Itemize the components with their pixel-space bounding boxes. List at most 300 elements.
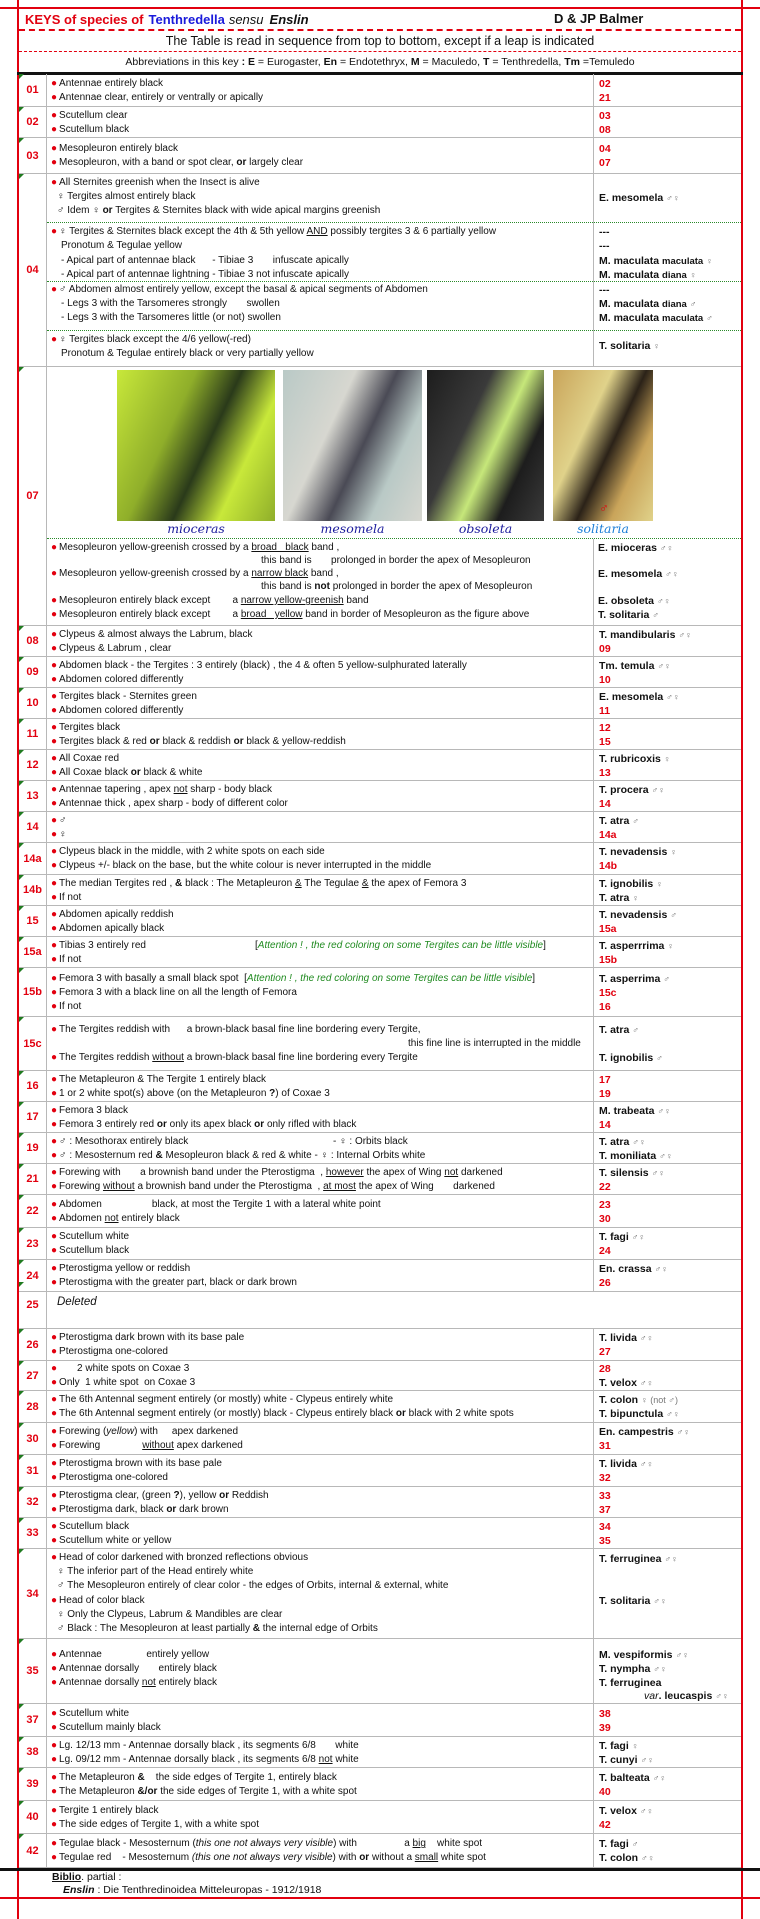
couplet-number: 03 bbox=[19, 138, 47, 173]
lead-text: Abdomen black - the Tergites : 3 entirely (black) , the 4 & often 5 yellow-sulphurated laterally bbox=[59, 660, 467, 671]
sub-divider bbox=[47, 330, 741, 331]
lead-text: &/or bbox=[137, 1786, 158, 1797]
goto-link[interactable]: 34 bbox=[599, 1521, 611, 1533]
lead-text: The median Tergites red , bbox=[59, 878, 173, 889]
bullet-icon: ● bbox=[51, 1819, 58, 1830]
couplet-result bbox=[593, 1801, 741, 1833]
couplet-description bbox=[47, 1801, 593, 1833]
lead-text: Mesopleuron yellow-greenish crossed by a bbox=[59, 542, 249, 553]
lead-text: Mesopleuron entirely black except a bbox=[59, 595, 241, 606]
couplet-description bbox=[47, 1133, 593, 1163]
bullet-icon: ● bbox=[51, 542, 58, 553]
key-row-33 bbox=[19, 1518, 741, 1549]
key-row-40 bbox=[19, 1801, 741, 1834]
species-name: E. mesomela bbox=[598, 568, 663, 580]
lead-text: ♀ Tergites & Sternites black except the 4th & 5th yellow bbox=[59, 226, 305, 237]
goto-link[interactable]: 39 bbox=[599, 1722, 611, 1734]
bullet-icon: ● bbox=[51, 1552, 58, 1563]
couplet-description bbox=[47, 1834, 593, 1867]
subspecies-name: maculata bbox=[662, 256, 704, 267]
bullet-icon: ● bbox=[51, 1740, 58, 1751]
couplet-number: 11 bbox=[19, 719, 47, 749]
lead-text: Abdomen black, at most the Tergite 1 with a lateral white point bbox=[59, 1199, 381, 1210]
goto-link[interactable]: 35 bbox=[599, 1535, 611, 1547]
couplet-number: 09 bbox=[19, 657, 47, 687]
lead-text: ) with bbox=[332, 1852, 357, 1863]
couplet-result bbox=[593, 1768, 741, 1800]
lead-text: Abdomen apically reddish bbox=[59, 909, 174, 920]
key-row-08 bbox=[19, 626, 741, 657]
sex-symbols: ♂♀ bbox=[632, 1137, 646, 1147]
couplet-description bbox=[47, 812, 593, 842]
lead-text: yellow bbox=[106, 1426, 135, 1437]
lead-text: Scutellum black bbox=[59, 1245, 130, 1256]
species-name: M. vespiformis bbox=[599, 1649, 673, 1661]
goto-link[interactable]: 31 bbox=[599, 1440, 611, 1452]
species-name: T. ignobilis bbox=[599, 1052, 654, 1064]
lead-text: Mesopleuron, with a band or spot clear, bbox=[59, 157, 234, 168]
goto-link[interactable]: 13 bbox=[599, 767, 611, 779]
goto-link[interactable]: 02 bbox=[599, 78, 611, 90]
lead-text: or bbox=[149, 736, 160, 747]
key-row-19 bbox=[19, 1133, 741, 1164]
key-row-02 bbox=[19, 107, 741, 138]
goto-link[interactable]: 24 bbox=[599, 1245, 611, 1257]
lead-text: or bbox=[219, 1490, 230, 1501]
couplet-number: 19 bbox=[19, 1133, 47, 1163]
abbr-value: Eurogaster bbox=[266, 56, 318, 68]
bullet-icon: ● bbox=[51, 177, 58, 188]
bullet-icon: ● bbox=[51, 722, 58, 733]
goto-link[interactable]: 14a bbox=[599, 829, 617, 841]
bullet-icon: ● bbox=[51, 1150, 58, 1161]
sub-divider bbox=[47, 281, 741, 282]
key-row-34 bbox=[19, 1549, 741, 1639]
sex-symbols: ♂♀ bbox=[654, 1264, 668, 1274]
lead-text: & bbox=[294, 878, 302, 889]
sex-symbols: ♀ bbox=[631, 1741, 639, 1751]
couplet-number: 14 bbox=[19, 812, 47, 842]
bullet-icon: ● bbox=[51, 1074, 58, 1085]
bullet-icon: ● bbox=[51, 909, 58, 920]
couplet-result bbox=[593, 968, 741, 1016]
couplet-result bbox=[593, 781, 741, 811]
lead-subtext: ♂ Idem ♀ bbox=[57, 205, 100, 216]
goto-link[interactable]: 37 bbox=[599, 1504, 611, 1516]
goto-link[interactable]: 08 bbox=[599, 124, 611, 136]
lead-text: without bbox=[142, 1440, 174, 1451]
goto-link[interactable]: 42 bbox=[599, 1819, 611, 1831]
biblio-partial: . partial : bbox=[81, 1871, 122, 1883]
species-name: M. trabeata bbox=[599, 1105, 655, 1117]
species-name: T. asperrima bbox=[599, 973, 661, 985]
bullet-icon: ● bbox=[51, 1838, 58, 1849]
species-name: T. velox bbox=[599, 1805, 637, 1817]
sex-symbols: ♂♀ bbox=[657, 661, 671, 671]
couplet-description: ● Femora 3 with basally a small black spot [Attention ! , the red coloring on some Tergites can be little visible] ● Femora 3 with a black line on all the length of Femora ● If not bbox=[51, 973, 536, 1012]
lead-text: black & white bbox=[143, 767, 203, 778]
sex-symbols: ♂ bbox=[706, 313, 713, 323]
goto-link[interactable]: 15a bbox=[599, 923, 617, 935]
bullet-icon: ● bbox=[51, 1346, 58, 1357]
bibliography bbox=[47, 1870, 741, 1898]
goto-link[interactable]: 15c bbox=[599, 987, 617, 999]
goto-link[interactable]: 33 bbox=[599, 1490, 611, 1502]
bullet-icon: ● bbox=[51, 1440, 58, 1451]
goto-link[interactable]: 21 bbox=[599, 92, 611, 104]
couplet-description bbox=[47, 626, 593, 656]
species-name: M. maculata bbox=[599, 298, 660, 310]
couplet-result bbox=[593, 875, 741, 905]
bullet-icon: ● bbox=[51, 815, 58, 826]
lead-subtext: - Apical part of antennae lightning - Tibiae 3 not infuscate apically bbox=[61, 269, 349, 280]
sex-symbols: ♂♀ bbox=[631, 1232, 646, 1242]
couplet-description bbox=[47, 1455, 593, 1486]
bullet-icon: ● bbox=[51, 1231, 58, 1242]
lead-text: If not bbox=[59, 1001, 82, 1012]
bullet-icon: ● bbox=[51, 1105, 58, 1116]
lead-text: Clypeus & almost always the Labrum, black bbox=[59, 629, 253, 640]
photo-label: solitaria bbox=[577, 521, 629, 536]
key-row-17 bbox=[19, 1102, 741, 1133]
lead-text: ♀ The inferior part of the Head entirely white bbox=[57, 1566, 254, 1577]
bullet-icon: ● bbox=[51, 157, 58, 168]
couplet-result bbox=[593, 1164, 741, 1194]
key-row-14a bbox=[19, 843, 741, 875]
couplet-result bbox=[593, 1487, 741, 1517]
goto-link[interactable]: 15 bbox=[599, 736, 611, 748]
lead-text: Scutellum white bbox=[59, 1708, 130, 1719]
goto-link[interactable]: 14 bbox=[599, 798, 611, 810]
bullet-icon: ● bbox=[51, 1708, 58, 1719]
lead-text: not bbox=[104, 1213, 119, 1224]
lead-text: ) of Coxae 3 bbox=[275, 1088, 330, 1099]
sex-symbols: ♀ bbox=[689, 270, 697, 280]
lead-text: Abdomen colored differently bbox=[59, 674, 184, 685]
lead-text: not bbox=[444, 1167, 459, 1178]
bullet-icon: ● bbox=[51, 568, 58, 579]
couplet-description bbox=[47, 688, 593, 718]
species-name: M. maculata bbox=[599, 255, 660, 267]
key-row-38 bbox=[19, 1737, 741, 1768]
lead-text: ♂ bbox=[59, 815, 67, 826]
couplet-result bbox=[593, 657, 741, 687]
species-name: T. fagi bbox=[599, 1231, 629, 1243]
couplet-result bbox=[593, 906, 741, 936]
goto-link[interactable]: 38 bbox=[599, 1708, 611, 1720]
lead-text: Pterostigma clear, (green bbox=[59, 1490, 171, 1501]
sex-symbols: ♂♀ bbox=[659, 1151, 673, 1161]
lead-text: Pterostigma brown with its base pale bbox=[59, 1458, 222, 1469]
species-name: T. ferruginea bbox=[599, 1677, 662, 1689]
species-name: E. obsoleta bbox=[598, 595, 655, 607]
goto-link[interactable]: 23 bbox=[599, 1199, 611, 1211]
lead-subtext: not bbox=[314, 581, 330, 592]
couplet-number: 31 bbox=[19, 1455, 47, 1486]
species-name: T. nevadensis bbox=[599, 909, 668, 921]
sex-symbols: ♀ (not ♂) bbox=[641, 1395, 679, 1405]
couplet-description bbox=[47, 719, 593, 749]
sex-symbols: ♀ bbox=[663, 754, 671, 764]
lead-text: ♂ Black : The Mesopleuron at least partially bbox=[57, 1623, 250, 1634]
bullet-icon: ● bbox=[51, 1754, 58, 1765]
key-row-01 bbox=[19, 74, 741, 107]
couplet-description bbox=[47, 1164, 593, 1194]
lead-text: not bbox=[141, 1677, 156, 1688]
goto-link[interactable]: 16 bbox=[599, 1001, 611, 1013]
lead-text: Lg. 12/13 mm - Antennae dorsally black , its segments 6/8 white bbox=[59, 1740, 359, 1751]
lead-text: Forewing bbox=[59, 1440, 101, 1451]
bullet-icon: ● bbox=[51, 798, 58, 809]
species-name: E. mesomela bbox=[599, 192, 664, 204]
lead-text: ) with apex darkened bbox=[134, 1426, 239, 1437]
goto-link[interactable]: 03 bbox=[599, 110, 611, 122]
lead-text: Scutellum black bbox=[59, 124, 130, 135]
lead-text: Femora 3 with basally a small black spot bbox=[59, 973, 239, 984]
bullet-icon: ● bbox=[51, 1852, 58, 1863]
lead-text: 2 white spots on Coxae 3 bbox=[77, 1363, 190, 1374]
lead-text: the side edges of Tergite 1, entirely black bbox=[155, 1772, 337, 1783]
species-name: T. livida bbox=[599, 1332, 637, 1344]
lead-text: - ♀ : Orbits black bbox=[333, 1136, 408, 1147]
species-name: T. rubricoxis bbox=[599, 753, 661, 765]
couplet-description bbox=[47, 1487, 593, 1517]
goto-link[interactable]: 04 bbox=[599, 143, 611, 155]
couplet-number: 33 bbox=[19, 1518, 47, 1548]
bullet-icon: ● bbox=[51, 226, 58, 237]
bullet-icon: ● bbox=[51, 660, 58, 671]
key-row-22 bbox=[19, 1195, 741, 1228]
goto-link[interactable]: 19 bbox=[599, 1088, 611, 1100]
key-row-12 bbox=[19, 750, 741, 781]
couplet-description bbox=[47, 107, 593, 137]
couplet-result bbox=[593, 843, 741, 874]
lead-text: ♂ : Mesothorax entirely black bbox=[59, 1136, 189, 1147]
couplet-number: 39 bbox=[19, 1768, 47, 1800]
lead-subtext: or bbox=[102, 205, 113, 216]
goto-link[interactable]: 26 bbox=[599, 1277, 611, 1289]
lead-text: black : The Metapleuron bbox=[185, 878, 293, 889]
key-row-25 bbox=[19, 1282, 741, 1329]
lead-text: Scutellum clear bbox=[59, 110, 128, 121]
species-name: T. ignobilis bbox=[599, 878, 654, 890]
lead-text: Head of color black bbox=[59, 1595, 145, 1606]
abbr-value: Endotethryx bbox=[349, 56, 406, 68]
sex-symbols: ♂♀ bbox=[666, 1409, 680, 1419]
bullet-icon: ● bbox=[51, 1408, 58, 1419]
species-name: M. maculata bbox=[599, 312, 660, 324]
bullet-icon: ● bbox=[51, 1199, 58, 1210]
biblio-label: Biblio bbox=[52, 1871, 82, 1883]
sex-symbols: ♂♀ bbox=[652, 1773, 667, 1783]
sex-symbols: ♂ bbox=[663, 974, 670, 984]
bullet-icon: ● bbox=[51, 595, 58, 606]
couplet-result bbox=[593, 688, 741, 718]
sex-symbols: ♂♀ bbox=[641, 1853, 655, 1863]
bullet-icon: ● bbox=[51, 1181, 58, 1192]
key-row-42 bbox=[19, 1834, 741, 1868]
couplet-number: 07 bbox=[19, 367, 47, 625]
species-name: T. balteata bbox=[599, 1772, 650, 1784]
lead-text: The 6th Antennal segment entirely (or mostly) white - Clypeus entirely white bbox=[59, 1394, 394, 1405]
title-genus: Tenthredella bbox=[148, 11, 225, 27]
lead-text: The Tegulae bbox=[304, 878, 360, 889]
couplet-number: 26 bbox=[19, 1329, 47, 1360]
couplet-description bbox=[47, 74, 593, 106]
goto-link[interactable]: 27 bbox=[599, 1346, 611, 1358]
bullet-icon: ● bbox=[51, 1277, 58, 1288]
lead-text: narrow black bbox=[251, 568, 309, 579]
lead-text: black & yellow-reddish bbox=[246, 736, 346, 747]
lead-text: white spot bbox=[440, 1852, 486, 1863]
sex-symbols: ♂♀ bbox=[656, 596, 671, 606]
bullet-icon: ● bbox=[51, 1394, 58, 1405]
variety-name: leucaspis bbox=[664, 1690, 713, 1702]
lead-text: The Metapleuron bbox=[59, 1786, 135, 1797]
goto-link[interactable]: 40 bbox=[599, 1786, 611, 1798]
subspecies-name: diana bbox=[662, 299, 687, 310]
goto-link[interactable]: 14 bbox=[599, 1119, 611, 1131]
couplet-description bbox=[47, 750, 593, 780]
bullet-icon: ● bbox=[51, 1677, 58, 1688]
bullet-icon: ● bbox=[51, 1363, 58, 1374]
bullet-icon: ● bbox=[51, 829, 58, 840]
couplet-number: 27 bbox=[19, 1361, 47, 1390]
photo-label: mesomela bbox=[320, 521, 385, 536]
species-name: T. atra bbox=[599, 1024, 630, 1036]
couplet-number: 24 bbox=[19, 1260, 47, 1291]
sex-symbols: ♂♀ bbox=[675, 1650, 689, 1660]
couplet-number: 40 bbox=[19, 1801, 47, 1833]
sex-symbols: ♂ bbox=[656, 1053, 663, 1063]
species-name: En. campestris bbox=[599, 1426, 674, 1438]
column-divider bbox=[593, 539, 594, 626]
couplet-description bbox=[47, 1423, 593, 1454]
bullet-icon: ● bbox=[51, 846, 58, 857]
lead-text: Pterostigma dark brown with its base pale bbox=[59, 1332, 245, 1343]
goto-link[interactable]: 32 bbox=[599, 1472, 611, 1484]
couplet-result bbox=[593, 1228, 741, 1259]
biblio-author: Enslin bbox=[63, 1884, 95, 1896]
goto-link[interactable]: 12 bbox=[599, 722, 611, 734]
lead-text: Femora 3 entirely red bbox=[59, 1119, 155, 1130]
title-prefix: KEYS of species of bbox=[25, 11, 144, 27]
bullet-icon: ● bbox=[51, 643, 58, 654]
species-name: T. silensis bbox=[599, 1167, 649, 1179]
couplet-number: 01 bbox=[19, 74, 47, 106]
sub-divider bbox=[47, 222, 741, 223]
lead-text: Antennae dorsally entirely black bbox=[59, 1663, 217, 1674]
lead-text: Mesopleuron entirely black bbox=[59, 143, 178, 154]
lead-text: & bbox=[361, 878, 369, 889]
species-name: T. ferruginea bbox=[599, 1553, 662, 1565]
sex-symbols: ♂ bbox=[670, 910, 677, 920]
couplet-description bbox=[47, 1549, 593, 1638]
lead-text: darkened bbox=[460, 1167, 503, 1178]
key-row-16 bbox=[19, 1071, 741, 1102]
goto-link[interactable]: 15b bbox=[599, 954, 618, 966]
frame-right-line bbox=[741, 0, 743, 1919]
lead-text: Forewing ( bbox=[59, 1426, 107, 1437]
lead-text: not bbox=[173, 784, 188, 795]
lead-text: ) with a bbox=[333, 1838, 410, 1849]
couplet-description bbox=[47, 1102, 593, 1132]
bullet-icon: ● bbox=[51, 1722, 58, 1733]
lead-text: or bbox=[254, 1119, 265, 1130]
goto-link[interactable]: 07 bbox=[599, 157, 611, 169]
abbr-key: E bbox=[247, 56, 255, 68]
species-name: T. solitaria bbox=[599, 340, 651, 352]
sex-symbols: ♂♀ bbox=[653, 1664, 667, 1674]
bullet-icon: ● bbox=[51, 767, 58, 778]
goto-link[interactable]: 11 bbox=[599, 705, 611, 717]
couplet-description bbox=[47, 1017, 593, 1070]
couplet-number: 38 bbox=[19, 1737, 47, 1767]
species-name: T. cunyi bbox=[599, 1754, 638, 1766]
goto-link[interactable]: 22 bbox=[599, 1181, 611, 1193]
key-row-15a bbox=[19, 937, 741, 968]
sex-symbols: ♀ bbox=[670, 847, 677, 857]
lead-text: the internal edge of Orbits bbox=[262, 1623, 378, 1634]
species-name: T. velox bbox=[599, 1377, 637, 1389]
bullet-icon: ● bbox=[51, 1024, 58, 1035]
couplet-description bbox=[47, 906, 593, 936]
sex-symbols: ♂♀ bbox=[651, 785, 666, 795]
lead-text: Antennae clear, entirely or ventrally or apically bbox=[59, 92, 264, 103]
bullet-icon: ● bbox=[51, 334, 58, 345]
species-name: T. fagi bbox=[599, 1740, 629, 1752]
photo-obsoleta bbox=[427, 370, 544, 521]
bullet-icon: ● bbox=[51, 1649, 58, 1660]
goto-link[interactable]: 09 bbox=[599, 643, 611, 655]
page-header bbox=[19, 9, 741, 72]
couplet-description bbox=[47, 657, 593, 687]
species-name: T. livida bbox=[599, 1458, 637, 1470]
bullet-icon: ● bbox=[51, 1245, 58, 1256]
couplet-result bbox=[593, 1423, 741, 1454]
lead-text: Pterostigma one-colored bbox=[59, 1472, 168, 1483]
lead-text: Femora 3 black bbox=[59, 1105, 128, 1116]
goto-link[interactable]: 30 bbox=[599, 1213, 611, 1225]
lead-subtext: this fine line is interrupted in the middle bbox=[408, 1038, 581, 1049]
species-name: E. mioceras bbox=[598, 542, 657, 554]
lead-text: & bbox=[175, 878, 183, 889]
goto-link[interactable]: 17 bbox=[599, 1074, 611, 1086]
couplet-description bbox=[47, 781, 593, 811]
lead-text: at most bbox=[323, 1181, 356, 1192]
lead-text: Head of color darkened with bronzed reflections obvious bbox=[59, 1552, 309, 1563]
bullet-icon: ● bbox=[51, 1213, 58, 1224]
sex-symbols: ♀ bbox=[632, 893, 640, 903]
lead-text: big bbox=[412, 1838, 426, 1849]
goto-link[interactable]: 10 bbox=[599, 674, 611, 686]
lead-text: Mesopleuron yellow-greenish crossed by a bbox=[59, 568, 249, 579]
couplet-result bbox=[593, 1549, 741, 1638]
couplet-number: 13 bbox=[19, 781, 47, 811]
lead-text: however bbox=[325, 1167, 364, 1178]
lead-text: Forewing bbox=[59, 1181, 101, 1192]
lead-text: Femora 3 with a black line on all the length of Femora bbox=[59, 987, 297, 998]
couplet-number: 12 bbox=[19, 750, 47, 780]
goto-link[interactable]: 28 bbox=[599, 1363, 611, 1375]
abbr-key: T bbox=[482, 56, 490, 68]
couplet-number: 15 bbox=[19, 906, 47, 936]
bullet-icon: ● bbox=[51, 784, 58, 795]
lead-text: The Metapleuron bbox=[59, 1772, 135, 1783]
goto-link[interactable]: 14b bbox=[599, 860, 618, 872]
species-name: M. maculata bbox=[599, 269, 660, 281]
bullet-icon: ● bbox=[51, 736, 58, 747]
